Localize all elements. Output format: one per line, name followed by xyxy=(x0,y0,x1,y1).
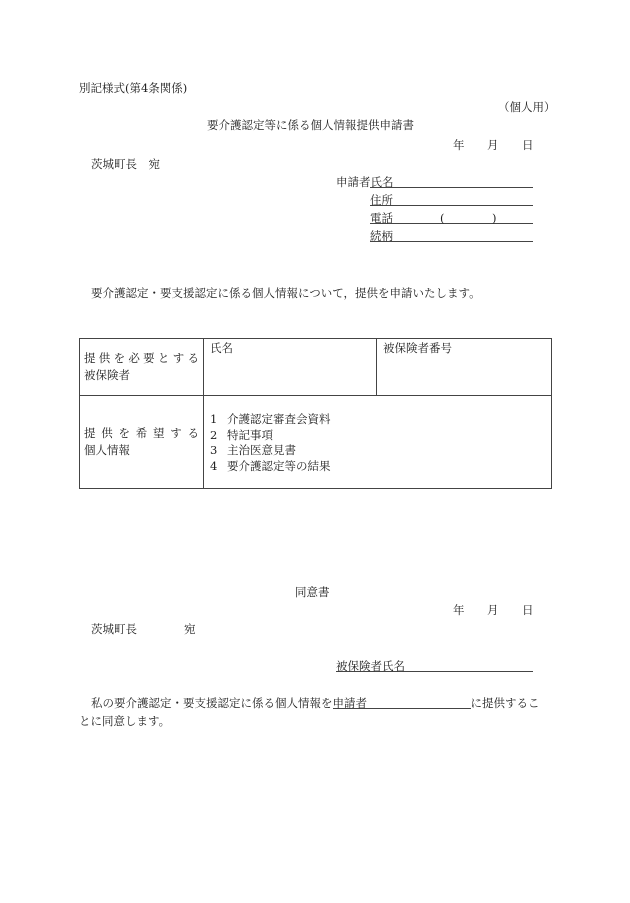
list-item[interactable] xyxy=(210,428,545,444)
consent-applicant-label: 申請者 xyxy=(332,696,367,710)
requested-label-line2: 個人情報 xyxy=(84,443,130,457)
consent-statement-line2: とに同意します。 xyxy=(79,714,171,728)
phone-paren-open: ( xyxy=(440,211,445,225)
item-text: 介護認定審査会資料 xyxy=(227,412,331,426)
list-item[interactable] xyxy=(210,443,545,459)
applicant-name-label: 申請者氏名 xyxy=(336,175,394,189)
requested-info-label-cell xyxy=(80,396,204,489)
insured-label-line2: 被保険者 xyxy=(84,368,130,382)
insured-number-cell[interactable] xyxy=(377,339,552,396)
item-number: 3 xyxy=(210,443,218,457)
document-title: 要介護認定等に係る個人情報提供申請書 xyxy=(207,118,414,132)
item-number: 4 xyxy=(210,458,218,473)
form-reference: 別記様式(第4条関係) xyxy=(79,81,188,95)
date-day: 日 xyxy=(522,138,534,152)
item-number: 1 xyxy=(210,412,218,426)
date-year: 年 xyxy=(453,138,465,152)
request-statement: 要介護認定・要支援認定に係る個人情報について，提供を申請いたします。 xyxy=(91,286,481,300)
insured-number-header: 被保険者番号 xyxy=(383,341,452,355)
consent-title: 同意書 xyxy=(295,585,330,599)
consent-addressee-suffix: 宛 xyxy=(184,622,196,636)
insured-person-label-cell xyxy=(80,339,204,396)
consent-date-month: 月 xyxy=(487,603,499,617)
relationship-label: 続柄 xyxy=(370,229,393,243)
item-text: 特記事項 xyxy=(227,427,273,442)
consent-statement-line1 xyxy=(91,696,540,710)
request-table xyxy=(79,338,552,489)
phone-paren-close: ) xyxy=(492,211,497,225)
applicant-address-field[interactable] xyxy=(370,193,533,206)
addressee: 茨城町長 宛 xyxy=(91,157,160,171)
applicant-name-field[interactable] xyxy=(370,175,533,188)
insured-name-label: 被保険者氏名 xyxy=(336,659,405,673)
insured-name-field[interactable] xyxy=(336,659,533,672)
name-header: 氏名 xyxy=(210,341,233,355)
consent-text-part1: 私の要介護認定・要支援認定に係る個人情報を xyxy=(91,696,333,710)
date-month: 月 xyxy=(487,138,499,152)
requested-info-list xyxy=(204,396,552,489)
item-text: 要介護認定等の結果 xyxy=(227,458,331,473)
consent-date-year: 年 xyxy=(453,603,465,617)
requested-label-line1: 提供を希望する xyxy=(84,426,199,440)
address-label: 住所 xyxy=(370,193,393,207)
applicant-relationship-field[interactable] xyxy=(370,229,533,242)
consent-applicant-field[interactable] xyxy=(333,696,471,709)
list-item[interactable] xyxy=(210,412,545,428)
consent-date-day: 日 xyxy=(522,603,534,617)
insured-name-cell[interactable] xyxy=(204,339,377,396)
insured-label-line1: 提供を必要とする xyxy=(84,351,199,365)
list-item[interactable] xyxy=(210,459,545,475)
item-number: 2 xyxy=(210,427,218,442)
phone-label: 電話 xyxy=(370,211,393,225)
item-text: 主治医意見書 xyxy=(227,443,296,457)
usage-label: （個人用） xyxy=(498,100,556,114)
applicant-phone-field[interactable] xyxy=(370,211,533,224)
consent-addressee-town: 茨城町長 xyxy=(91,622,137,636)
consent-text-part2: に提供するこ xyxy=(470,696,540,710)
